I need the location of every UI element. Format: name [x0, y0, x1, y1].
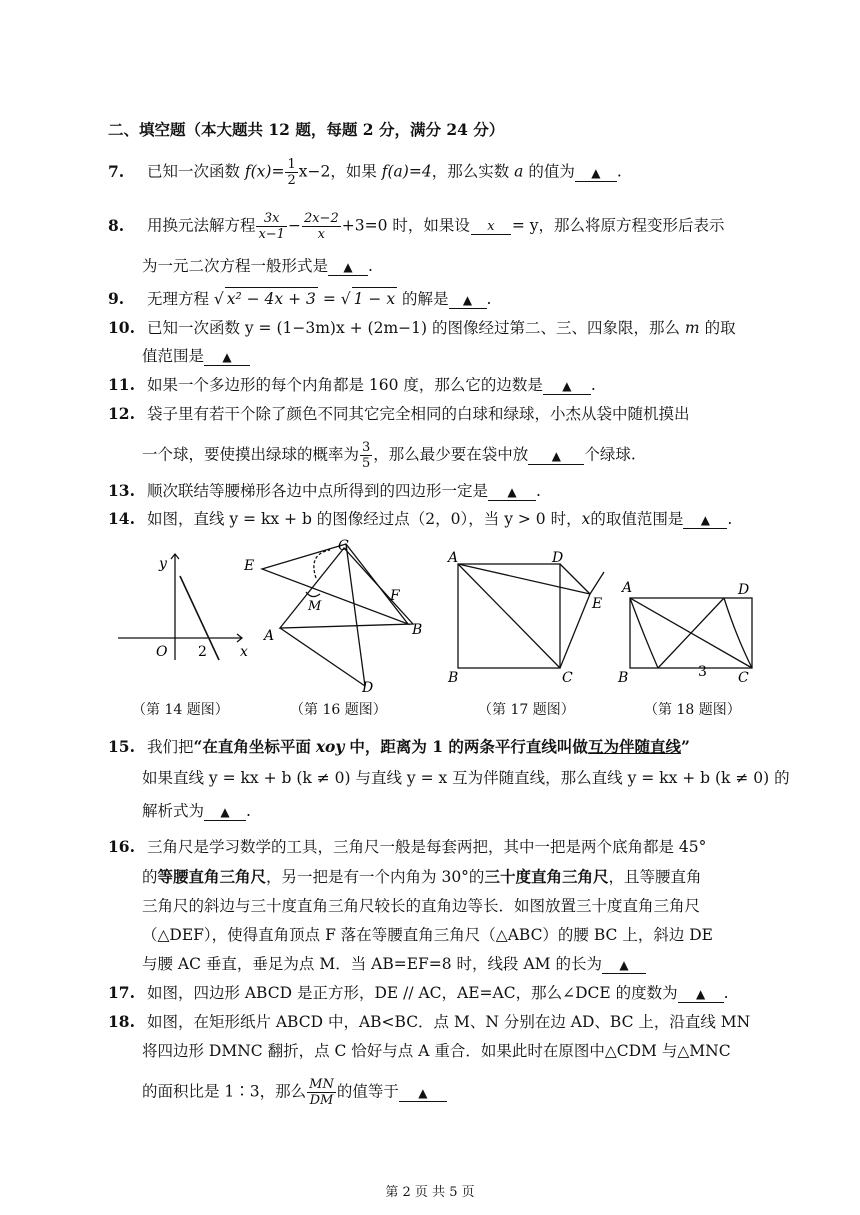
answer-blank[interactable]: ▲ [204, 349, 250, 366]
question-17: 17. 如图，四边形 ABCD 是正方形，DE // AC，AE=AC，那么∠DCE 的度数为 ▲ . [108, 983, 729, 1002]
answer-blank[interactable]: ▲ [528, 448, 584, 465]
question-number: 12. [108, 404, 135, 423]
point-c-label: C [562, 670, 573, 686]
figure-16-caption: （第 16 题图） [290, 702, 387, 718]
figure-17-caption: （第 17 题图） [478, 702, 575, 718]
page-footer: 第 2 页 共 5 页 [385, 1185, 475, 1200]
figure-18-caption: （第 18 题图） [644, 702, 741, 718]
point-d-label: D [362, 680, 374, 696]
question-16-line-5: 与腰 AC 垂直，垂足为点 M．当 AB=EF=8 时，线段 AM 的长为 ▲ [142, 953, 646, 975]
question-11: 11. 如果一个多边形的每个内角都是 160 度，那么它的边数是 ▲ . [108, 375, 596, 394]
section-title: 二、填空题（本大题共 12 题，每题 2 分，满分 24 分） [108, 120, 505, 139]
answer-blank[interactable]: ▲ [399, 1085, 447, 1102]
point-d-label: D [738, 582, 750, 598]
question-8-line-2: 为一元二次方程一般形式是 ▲ . [142, 257, 373, 275]
point-f-label: F [390, 588, 400, 604]
question-18: 18. 如图，在矩形纸片 ABCD 中，AB<BC．点 M、N 分别在边 AD、BC 上，沿直线 MN [108, 1012, 751, 1031]
question-16: 16. 三角尺是学习数学的工具，三角尺一般是每套两把，其中一把是两个底角都是 45° [108, 837, 707, 856]
figure-17 [446, 546, 616, 686]
question-18-line-2: 将四边形 DMNC 翻折，点 C 恰好与点 A 重合．如果此时在原图中△CDM 与△MNC [142, 1042, 731, 1060]
point-c-label: C [738, 670, 749, 686]
answer-blank[interactable]: ▲ [543, 378, 591, 395]
answer-blank[interactable]: ▲ [602, 957, 646, 974]
point-d-label: D [552, 550, 564, 566]
question-number: 16. [108, 837, 135, 856]
y-axis-label: y [159, 556, 167, 572]
answer-blank[interactable]: ▲ [575, 165, 617, 182]
point-b-label: B [412, 622, 423, 638]
answer-blank[interactable]: ▲ [683, 512, 727, 529]
fraction: $\frac{3x}{x-1}$ [258, 211, 285, 242]
point-b-label: B [618, 670, 629, 686]
question-number: 18. [108, 1012, 135, 1031]
triangle-def [262, 544, 408, 624]
answer-blank[interactable]: ▲ [488, 484, 536, 501]
question-9: 9. 无理方程 √ x² − 4x + 3 = √ 1 − x 的解是 ▲ . [108, 289, 492, 308]
question-12-line-2: 一个球，要使摸出绿球的概率为 $\frac{3}{5}$ ，那么最少要在袋中放 ▲ 个绿球. [142, 440, 636, 471]
point-b-label: B [448, 670, 459, 686]
question-15: 15. 我们把“在直角坐标平面 xoy 中，距离为 1 的两条平行直线叫做互为伴随直线” [108, 737, 690, 756]
question-8: 8. 用换元法解方程 $\frac{3x}{x-1}$ − $\frac{2x-2}{x}$ +3=0 时，如果设 x = y，那么将原方程变形后表示 [108, 211, 725, 242]
point-e-label: E [244, 558, 255, 574]
question-number: 13. [108, 481, 135, 500]
answer-blank[interactable]: ▲ [328, 259, 368, 276]
origin-label: O [156, 644, 168, 660]
question-number: 17. [108, 983, 135, 1002]
figure-18 [614, 566, 764, 690]
point-c-label: C [338, 538, 349, 554]
point-m-label: M [308, 599, 322, 614]
fraction: $\frac{MN}{DM}$ [309, 1077, 334, 1108]
point-e-label: E [592, 596, 603, 612]
question-13: 13. 顺次联结等腰梯形各边中点所得到的四边形一定是 ▲ . [108, 481, 541, 500]
question-16-line-4: （△DEF），使得直角顶点 F 落在等腰直角三角尺（△ABC）的腰 BC 上，斜边 DE [142, 926, 713, 944]
question-10-line-2: 值范围是 ▲ [142, 345, 250, 367]
question-15-line-3: 解析式为 ▲ . [142, 802, 251, 820]
question-10: 10. 已知一次函数 y = (1−3m)x + (2m−1) 的图像经过第二、三、四象限，那么 m 的取 [108, 318, 736, 337]
fraction: $\frac{2x-2}{x}$ [303, 211, 339, 242]
answer-blank[interactable]: ▲ [449, 292, 487, 309]
point-a-label: A [264, 628, 275, 644]
question-15-line-2: 如果直线 y = kx + b (k ≠ 0) 与直线 y = x 互为伴随直线，那么直线 y = kx + b (k ≠ 0) 的 [142, 769, 790, 787]
intercept-label: 2 [198, 644, 207, 660]
question-number: 15. [108, 737, 135, 756]
question-16-line-2: 的等腰直角三角尺，另一把是有一个内角为 30°的三十度直角三角尺，且等腰直角 [142, 867, 702, 886]
question-16-line-3: 三角尺的斜边与三十度直角三角尺较长的直角边等长．如图放置三十度直角三角尺 [142, 897, 701, 915]
answer-blank[interactable]: ▲ [678, 986, 724, 1003]
question-number: 8. [108, 215, 125, 235]
x-axis-label: x [240, 644, 248, 660]
question-number: 10. [108, 318, 135, 337]
handwritten-mark: 3 [698, 664, 707, 680]
question-12: 12. 袋子里有若干个除了颜色不同其它完全相同的白球和绿球，小杰从袋中随机摸出 [108, 404, 690, 423]
figure-16 [238, 536, 428, 696]
point-a-label: A [448, 550, 459, 566]
question-7: 7. 已知一次函数 f(x)= $\frac{1}{2}$ x−2，如果 f(a)=4，那么实数 a 的值为 ▲ . [108, 157, 622, 188]
question-number: 9. [108, 289, 125, 308]
question-number: 7. [108, 161, 125, 181]
figure-14-caption: （第 14 题图） [132, 702, 229, 718]
fraction: x [471, 219, 511, 235]
question-14: 14. 如图，直线 y = kx + b 的图像经过点（2，0），当 y > 0 时，x的取值范围是 ▲ . [108, 509, 733, 528]
fraction: $\frac{1}{2}$ [287, 157, 296, 188]
question-number: 14. [108, 509, 135, 528]
point-a-label: A [622, 580, 633, 596]
fraction: $\frac{3}{5}$ [362, 440, 371, 471]
answer-blank[interactable]: ▲ [204, 804, 246, 821]
question-18-line-3: 的面积比是 1∶3，那么 $\frac{MN}{DM}$ 的值等于 ▲ [142, 1077, 447, 1108]
figure-14 [118, 548, 250, 664]
question-number: 11. [108, 375, 135, 394]
